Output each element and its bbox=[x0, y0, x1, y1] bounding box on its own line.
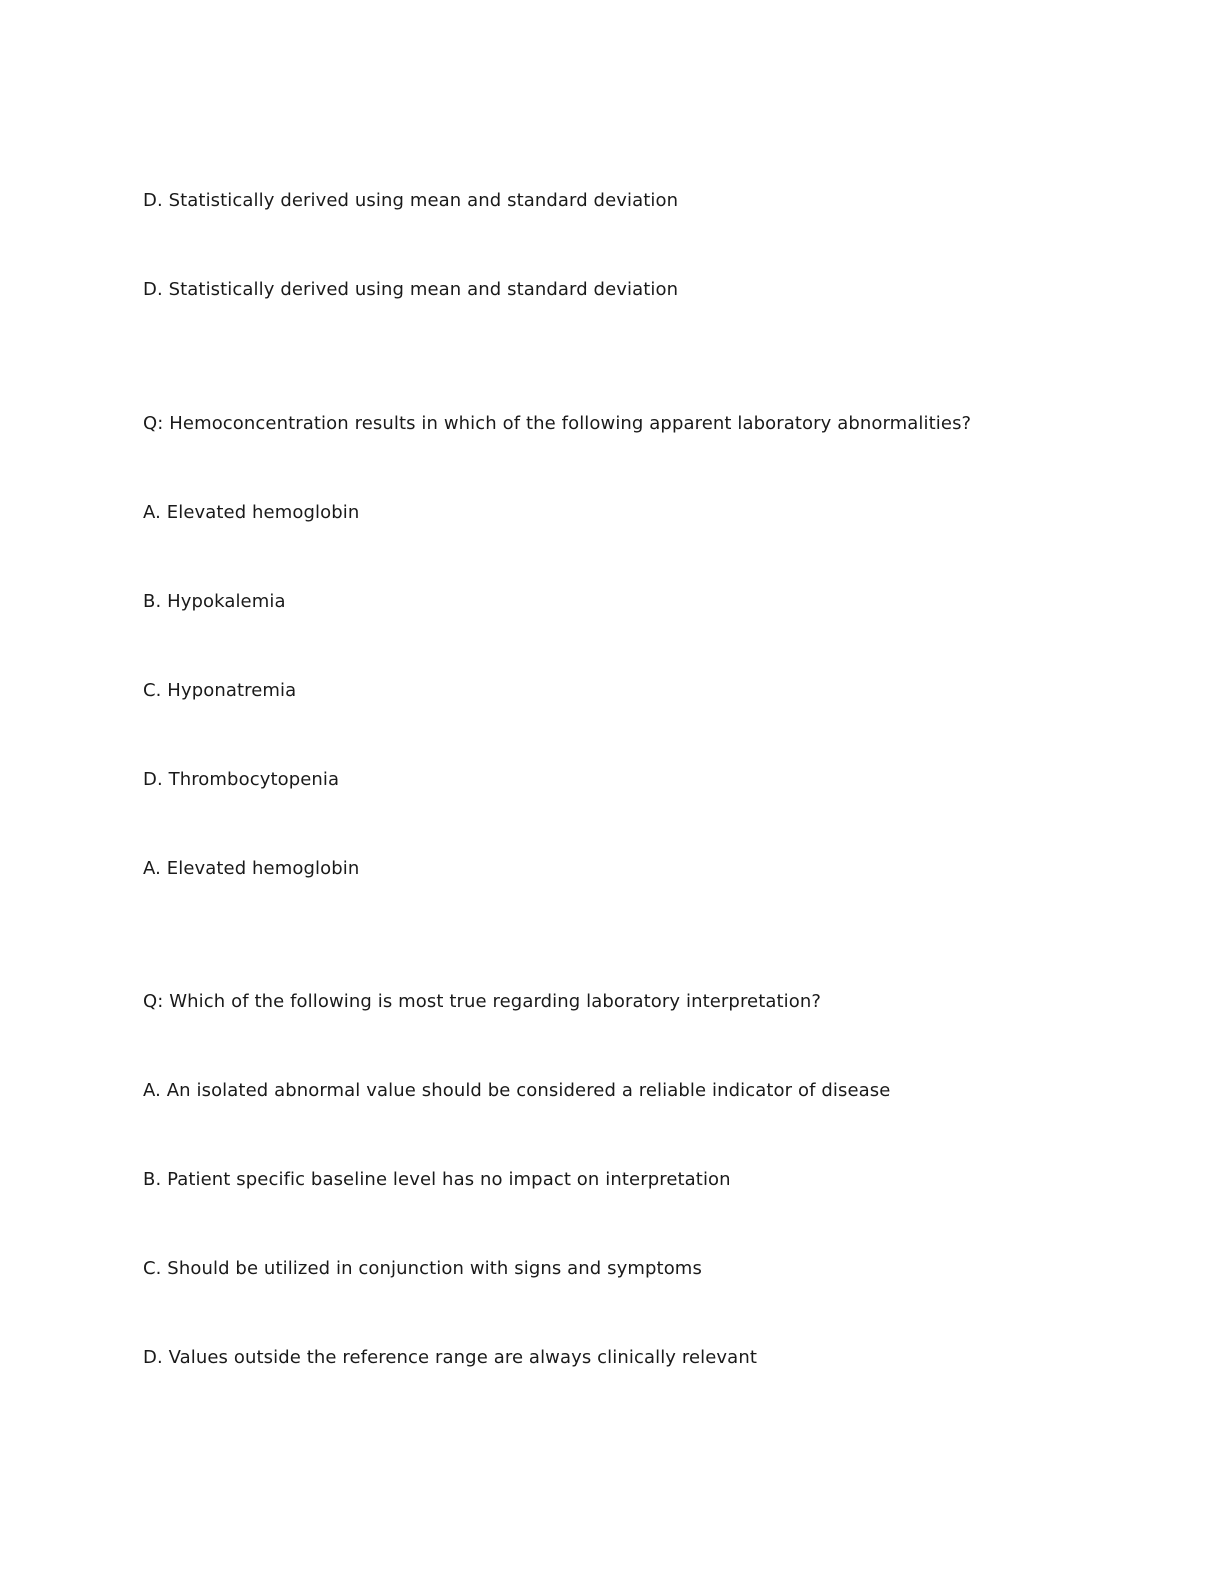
answer-option-c: C. Hyponatremia bbox=[143, 680, 297, 701]
answer-option-d: D. Thrombocytopenia bbox=[143, 769, 340, 790]
answer-option-a: A. Elevated hemoglobin bbox=[143, 502, 360, 523]
answer-line: D. Statistically derived using mean and standard deviation bbox=[143, 279, 679, 300]
answer-option-b: B. Hypokalemia bbox=[143, 591, 286, 612]
question-text: Q: Hemoconcentration results in which of the following apparent laboratory abnormalities? bbox=[143, 413, 972, 434]
answer-option-c: C. Should be utilized in conjunction with signs and symptoms bbox=[143, 1258, 702, 1279]
answer-line: A. Elevated hemoglobin bbox=[143, 858, 360, 879]
question-text: Q: Which of the following is most true regarding laboratory interpretation? bbox=[143, 991, 822, 1012]
answer-option-b: B. Patient specific baseline level has no impact on interpretation bbox=[143, 1169, 731, 1190]
answer-option-a: A. An isolated abnormal value should be considered a reliable indicator of disease bbox=[143, 1080, 891, 1101]
answer-option-d: D. Values outside the reference range are always clinically relevant bbox=[143, 1347, 757, 1368]
answer-option-d: D. Statistically derived using mean and standard deviation bbox=[143, 190, 679, 211]
